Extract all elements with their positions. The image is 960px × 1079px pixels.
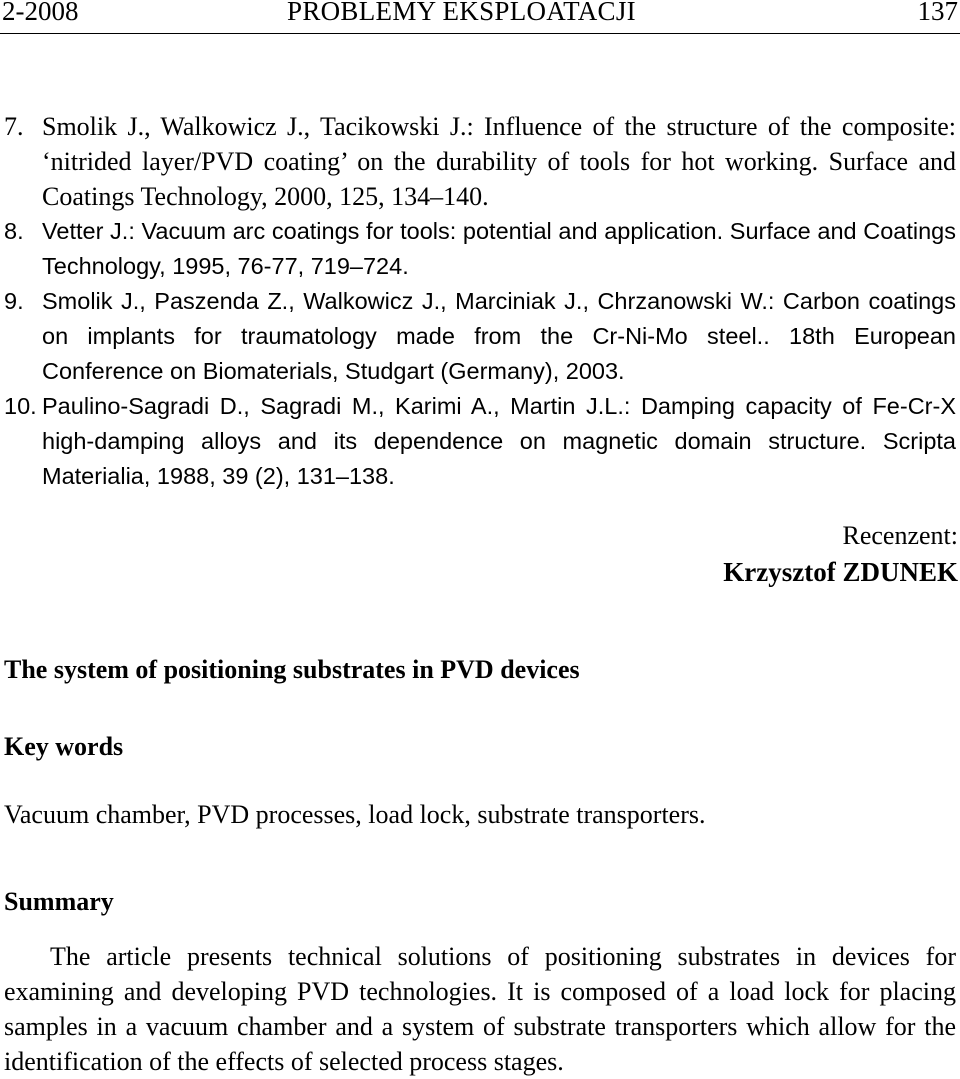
reviewer-name: Krzysztof ZDUNEK xyxy=(723,557,958,587)
reference-list xyxy=(4,109,956,494)
issue-number: 2-2008 xyxy=(2,0,79,26)
header-rule xyxy=(0,33,960,34)
running-header xyxy=(0,0,960,34)
reference-item xyxy=(4,389,956,494)
journal-title: PROBLEMY EKSPLOATACJI xyxy=(287,0,636,26)
reference-item xyxy=(4,109,956,214)
reference-number: 7. xyxy=(4,112,24,141)
reference-item xyxy=(4,214,956,284)
reference-number: 8. xyxy=(4,218,24,244)
summary-text: The article presents technical solutions of positioning substrates in devices for examining and developing PVD technologies. It is composed of a load lock for placing samples in a vacuum chamber and a system of substrate transporters which allow for the identification of the effects of selected process stages. xyxy=(4,942,956,1076)
reviewer-block xyxy=(723,518,958,590)
reference-item xyxy=(4,284,956,389)
reference-text: Smolik J., Walkowicz J., Tacikowski J.: Influence of the structure of the composite: ‘nitrided layer/PVD coating’ on the durability of tools for hot working. Surface and Coatings Technology, 2000, 125, 134–140. xyxy=(42,112,956,211)
summary-heading: Summary xyxy=(4,887,114,916)
reference-number: 10. xyxy=(4,393,37,419)
reference-text: Vetter J.: Vacuum arc coatings for tools: potential and application. Surface and Coatings Technology, 1995, 76-77, 719–724. xyxy=(42,218,956,279)
reference-text: Paulino-Sagradi D., Sagradi M., Karimi A., Martin J.L.: Damping capacity of Fe-Cr-X high-damping alloys and its dependence on magnetic domain structure. Scripta Materialia, 1988, 39 (2), 131–138. xyxy=(42,393,956,489)
article-title: The system of positioning substrates in PVD devices xyxy=(4,655,580,684)
reference-text: Smolik J., Paszenda Z., Walkowicz J., Marciniak J., Chrzanowski W.: Carbon coatings on implants for traumatology made from the Cr-Ni-Mo steel.. 18th European Conference on Biomaterials, Studgart (Germany), 2003. xyxy=(42,288,956,384)
keywords-text: Vacuum chamber, PVD processes, load lock, substrate transporters. xyxy=(4,800,706,829)
page-number: 137 xyxy=(917,0,958,26)
keywords-heading: Key words xyxy=(4,732,124,761)
reviewer-label: Recenzent: xyxy=(842,521,958,550)
reference-number: 9. xyxy=(4,288,24,314)
